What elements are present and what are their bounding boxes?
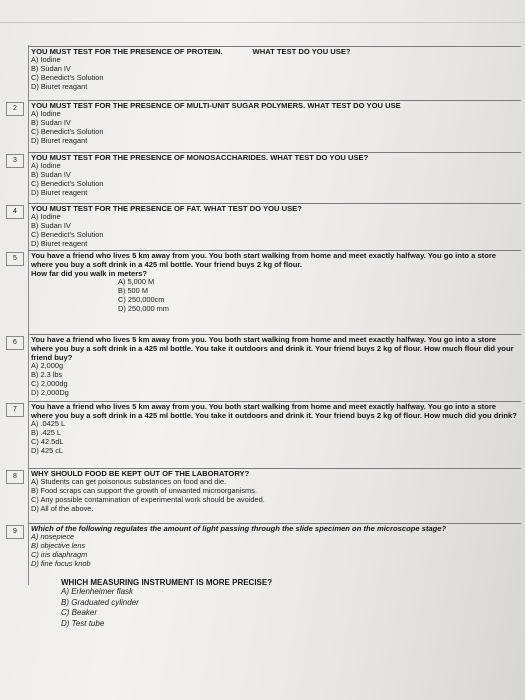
question-stem: YOU MUST TEST FOR THE PRESENCE OF FAT. WHAT TEST DO YOU USE? [31, 204, 302, 213]
question-ask: WHAT TEST DO YOU USE? [252, 47, 351, 56]
option: C) 42.5dL [31, 436, 64, 446]
option: B) 500 M [118, 285, 148, 295]
question-1 [28, 46, 521, 92]
option: D) Test tube [61, 618, 105, 628]
option: B) Food scraps can support the growth of unwanted microorganisms. [31, 485, 257, 495]
option: A) Erlenheimer flask [61, 587, 134, 596]
option: C) Benedict's Solution [31, 229, 104, 239]
option: A) nosepiece [31, 532, 75, 541]
option: C) iris diaphragm [31, 549, 88, 559]
question-8 [13, 468, 521, 514]
option: C) Benedict's Solution [31, 126, 104, 136]
option: B) Sudan IV [31, 63, 71, 73]
option: A) Iodine [31, 161, 61, 170]
question-6 [13, 334, 521, 398]
option: D) Biuret reagant [31, 81, 88, 91]
question-stem: You have a friend who lives 5 km away from you. You both start walking from home and meet exactly halfway. You go into a store where you buy a soft drink in a 425 ml bottle. You take it outdoors and drink it. Your friend buys 2 kg of flour. How much did you drink? [31, 402, 517, 420]
option: D) 250,000 mm [118, 303, 169, 313]
option: C) Beaker [61, 608, 98, 617]
question-number: 7 [6, 403, 24, 417]
question-number: 2 [6, 102, 24, 116]
option: D) All of the above. [31, 503, 94, 513]
option: C) 250,000cm [118, 294, 165, 304]
divider [0, 22, 525, 23]
option: B) 2.3 lbs [31, 369, 63, 379]
option: D) fine focus knob [31, 558, 91, 568]
question-stem: YOU MUST TEST FOR THE PRESENCE OF MULTI-UNIT SUGAR POLYMERS. WHAT TEST DO YOU USE [31, 101, 401, 110]
question-stem: Which of the following regulates the amount of light passing through the slide specimen on the microscope stage? [31, 524, 447, 533]
question-number: 4 [6, 205, 24, 219]
option: A) Students can get poisonous substances on food and die. [31, 477, 227, 486]
question-stem: YOU MUST TEST FOR THE PRESENCE OF MONOSACCHARIDES. WHAT TEST DO YOU USE? [31, 153, 369, 162]
option: A) Iodine [31, 109, 61, 118]
option: C) Benedict's Solution [31, 178, 104, 188]
option: A) 2,000g [31, 361, 64, 370]
option: A) Iodine [31, 212, 61, 221]
option: C) Benedict's Solution [31, 72, 104, 82]
question-number: 6 [6, 336, 24, 350]
question-4 [13, 203, 521, 249]
option: B) Sudan IV [31, 169, 71, 179]
question-stem: WHY SHOULD FOOD BE KEPT OUT OF THE LABORATORY? [31, 469, 250, 478]
question-number: 5 [6, 252, 24, 266]
question-5 [13, 250, 521, 314]
option: A) Iodine [31, 55, 61, 64]
question-subprompt: How far did you walk in meters? [31, 269, 148, 278]
option: D) 425 cL [31, 445, 64, 455]
option: B) .425 L [31, 427, 61, 437]
question-stem: You have a friend who lives 5 km away from you. You both start walking from home and meet exactly halfway. You go into a store where you buy a soft drink in a 425 ml bottle. You take it outdoors and drink it. Your friend buys 2 kg of flour. How much flour did your friend buy? [31, 335, 514, 362]
question-10 [58, 578, 521, 629]
question-2 [13, 100, 521, 146]
option: B) objective lens [31, 540, 86, 550]
question-stem: You have a friend who lives 5 km away from you. You both start walking from home and meet exactly halfway. You go into a store where you buy a soft drink in a 425 ml bottle. Your friend buys 2 kg of flour. [31, 251, 497, 269]
option: D) Biuret reagant [31, 135, 88, 145]
question-number: 3 [6, 154, 24, 168]
option: D) Biuret reagent [31, 238, 88, 248]
option: A) 5,000 M [118, 277, 155, 286]
option: B) Graduated cylinder [61, 597, 139, 607]
question-7 [13, 401, 521, 456]
question-stem: WHICH MEASURING INSTRUMENT IS MORE PRECISE? [61, 578, 273, 587]
option: B) Sudan IV [31, 220, 71, 230]
option: D) Biuret reagent [31, 187, 88, 197]
option: B) Sudan IV [31, 117, 71, 127]
question-number: 8 [6, 470, 24, 484]
option: D) 2,000Dg [31, 387, 69, 397]
question-stem: YOU MUST TEST FOR THE PRESENCE OF PROTEIN. WHAT TEST DO YOU USE? [31, 47, 351, 56]
option: A) .0425 L [31, 419, 66, 428]
question-number: 9 [6, 525, 24, 539]
option: C) Any possible contamination of experimental work should be avoided. [31, 494, 265, 504]
question-9 [13, 523, 521, 569]
question-3 [13, 152, 521, 198]
option: C) 2,000dg [31, 378, 68, 388]
